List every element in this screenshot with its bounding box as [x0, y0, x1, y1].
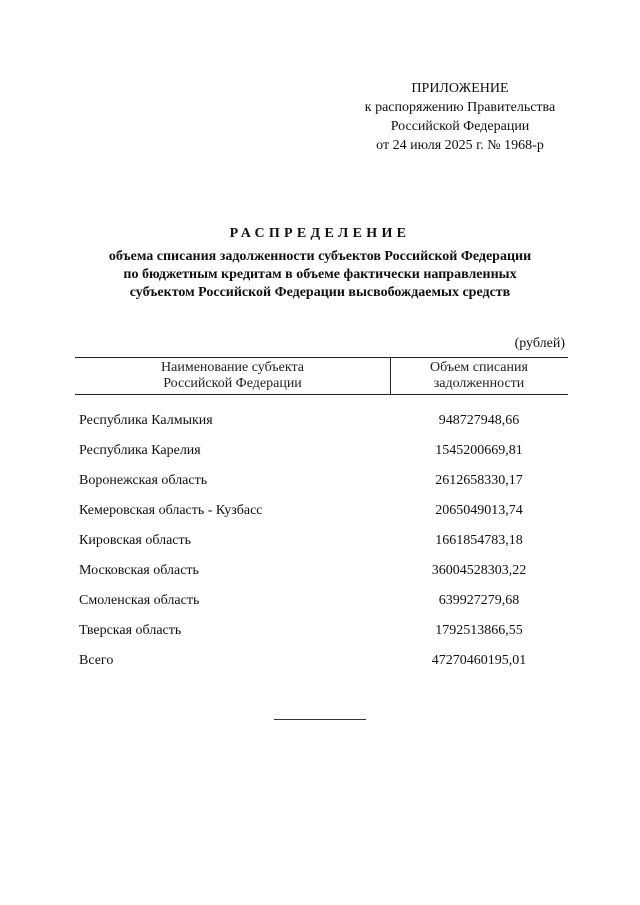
writeoff-amount: 948727948,66	[438, 413, 520, 428]
subtitle-line-2: по бюджетным кредитам в объеме фактически направленных	[123, 267, 517, 282]
subject-name: Кемеровская область - Кузбасс	[79, 503, 263, 518]
header-amount-line-2: задолженности	[433, 376, 525, 391]
appendix-government: Российской Федерации	[390, 119, 530, 134]
document-subtitle	[0, 248, 640, 302]
subject-name: Республика Калмыкия	[79, 413, 213, 428]
table-total-row	[75, 653, 568, 675]
header-amount-line-1: Объем списания	[430, 360, 528, 375]
subject-name: Тверская область	[79, 623, 182, 638]
subject-name: Республика Карелия	[79, 443, 201, 458]
subject-name: Смоленская область	[79, 593, 200, 608]
table-body	[75, 413, 568, 675]
subtitle-line-1: объема списания задолженности субъектов Российской Федерации	[108, 249, 532, 264]
distribution-table	[75, 357, 568, 668]
appendix-date-number: от 24 июля 2025 г. № 1968-р	[376, 138, 544, 153]
total-amount: 47270460195,01	[431, 653, 527, 668]
table-row	[75, 473, 568, 503]
header-subject-name	[75, 360, 390, 392]
table-row	[75, 533, 568, 563]
table-row	[75, 413, 568, 443]
subtitle-line-3: субъектом Российской Федерации высвобождаемых средств	[129, 285, 511, 300]
table-row	[75, 563, 568, 593]
subject-name: Кировская область	[79, 533, 192, 548]
total-label: Всего	[79, 653, 114, 668]
subject-name: Московская область	[79, 563, 199, 578]
document-end-rule	[274, 719, 366, 720]
table-row	[75, 443, 568, 473]
writeoff-amount: 639927279,68	[438, 593, 520, 608]
document-title: РАСПРЕДЕЛЕНИЕ	[229, 226, 411, 241]
appendix-header	[330, 79, 590, 155]
appendix-label: ПРИЛОЖЕНИЕ	[411, 81, 509, 96]
currency-unit-label: (рублей)	[514, 336, 565, 351]
header-writeoff-amount	[390, 360, 568, 392]
appendix-order-reference: к распоряжению Правительства	[364, 100, 556, 115]
table-row	[75, 593, 568, 623]
writeoff-amount: 1545200669,81	[435, 443, 523, 458]
table-header	[75, 357, 568, 395]
writeoff-amount: 2612658330,17	[435, 473, 523, 488]
writeoff-amount: 1661854783,18	[435, 533, 523, 548]
writeoff-amount: 2065049013,74	[435, 503, 523, 518]
table-row	[75, 623, 568, 653]
header-subject-line-2: Российской Федерации	[163, 376, 302, 391]
subject-name: Воронежская область	[79, 473, 208, 488]
header-subject-line-1: Наименование субъекта	[161, 360, 304, 375]
writeoff-amount: 36004528303,22	[431, 563, 527, 578]
table-row	[75, 503, 568, 533]
writeoff-amount: 1792513866,55	[435, 623, 523, 638]
